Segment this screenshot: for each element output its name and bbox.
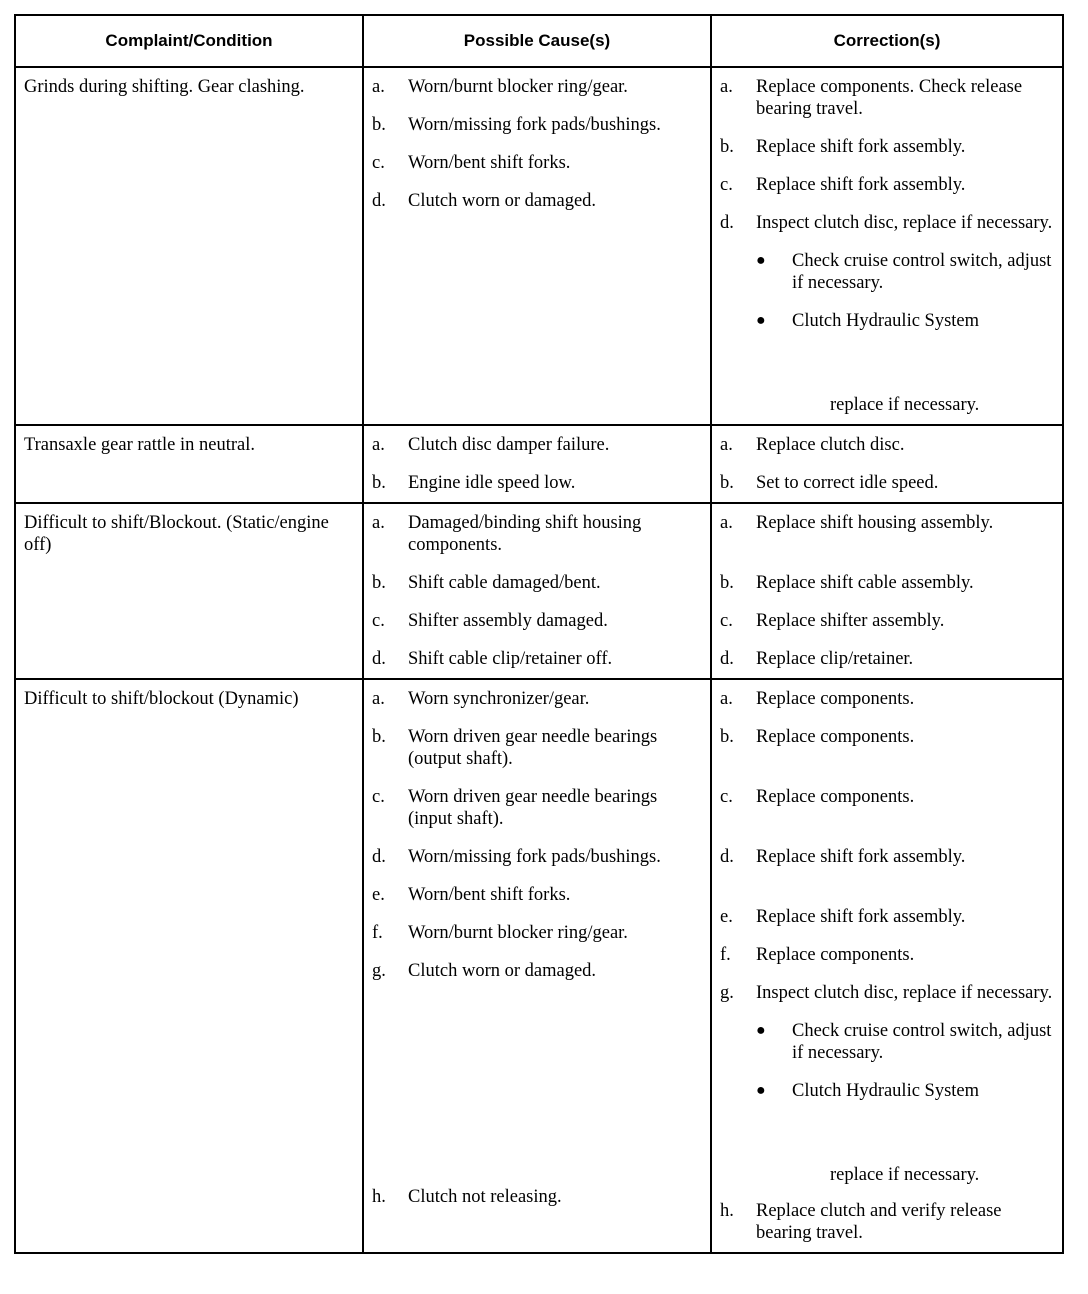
- bullet-item: ● Clutch Hydraulic System: [756, 311, 980, 331]
- correction-item: b. Replace shift cable assembly.: [720, 573, 974, 593]
- correction-item: a. Replace components. Check release bearing travel.: [720, 77, 1023, 119]
- cause-item: c. Worn/bent shift forks.: [372, 153, 571, 173]
- correction-item: b. Set to correct idle speed.: [720, 473, 939, 493]
- table-row: [15, 679, 1063, 1253]
- complaint-cell: Difficult to shift/blockout (Dynamic): [15, 679, 363, 1253]
- cause-cell: [363, 67, 711, 425]
- correction-item: a. Replace clutch disc.: [720, 435, 905, 455]
- correction-item: f. Replace components.: [720, 945, 915, 965]
- bullet-item: ● Clutch Hydraulic System: [756, 1081, 980, 1101]
- header-complaint: Complaint/Condition: [15, 15, 363, 67]
- cause-cell: [363, 425, 711, 503]
- correction-item: b. Replace shift fork assembly.: [720, 137, 966, 157]
- cause-item: h. Clutch not releasing.: [372, 1187, 562, 1207]
- correction-cell: [711, 679, 1063, 1253]
- cause-item: a. Clutch disc damper failure.: [372, 435, 610, 455]
- cause-item: b. Worn driven gear needle bearings (output shaft).: [372, 727, 658, 769]
- correction-item: h. Replace clutch and verify release bearing travel.: [720, 1201, 1002, 1243]
- header-cause: Possible Cause(s): [363, 15, 711, 67]
- table-row: [15, 503, 1063, 679]
- correction-item: d. Replace shift fork assembly.: [720, 847, 966, 867]
- correction-item: c. Replace shifter assembly.: [720, 611, 945, 631]
- correction-item: d. Inspect clutch disc, replace if necessary.: [720, 213, 1053, 233]
- document-page: [14, 14, 1062, 1254]
- trailing-note: replace if necessary.: [830, 395, 980, 415]
- header-row: [15, 15, 1063, 67]
- cause-item: b. Worn/missing fork pads/bushings.: [372, 115, 661, 135]
- complaint-cell: Transaxle gear rattle in neutral.: [15, 425, 363, 503]
- cause-cell: [363, 679, 711, 1253]
- cause-item: c. Shifter assembly damaged.: [372, 611, 608, 631]
- complaint-cell: Difficult to shift/Blockout. (Static/engine off): [15, 503, 363, 679]
- correction-item: g. Inspect clutch disc, replace if necessary.: [720, 983, 1053, 1003]
- cause-item: b. Engine idle speed low.: [372, 473, 576, 493]
- correction-cell: [711, 503, 1063, 679]
- bullet-icon: ●: [756, 1022, 766, 1039]
- correction-item: d. Replace clip/retainer.: [720, 649, 914, 669]
- table-row: [15, 425, 1063, 503]
- cause-item: d. Clutch worn or damaged.: [372, 191, 597, 211]
- cause-item: a. Worn synchronizer/gear.: [372, 689, 590, 709]
- correction-item: c. Replace shift fork assembly.: [720, 175, 966, 195]
- bullet-icon: ●: [756, 312, 766, 329]
- cause-item: e. Worn/bent shift forks.: [372, 885, 571, 905]
- cause-item: d. Shift cable clip/retainer off.: [372, 649, 613, 669]
- cause-cell: [363, 503, 711, 679]
- cause-item: a. Damaged/binding shift housing components.: [372, 513, 642, 555]
- troubleshooting-table: [14, 14, 1064, 1254]
- correction-item: b. Replace components.: [720, 727, 915, 747]
- correction-cell: [711, 425, 1063, 503]
- cause-item: a. Worn/burnt blocker ring/gear.: [372, 77, 628, 97]
- bullet-item: ● Check cruise control switch, adjust if necessary.: [756, 251, 1052, 293]
- correction-item: c. Replace components.: [720, 787, 915, 807]
- bullet-icon: ●: [756, 1082, 766, 1099]
- complaint-cell: Grinds during shifting. Gear clashing.: [15, 67, 363, 425]
- correction-item: a. Replace shift housing assembly.: [720, 513, 994, 533]
- correction-item: a. Replace components.: [720, 689, 915, 709]
- bullet-icon: ●: [756, 252, 766, 269]
- cause-item: g. Clutch worn or damaged.: [372, 961, 597, 981]
- correction-cell: [711, 67, 1063, 425]
- cause-item: b. Shift cable damaged/bent.: [372, 573, 601, 593]
- bullet-item: ● Check cruise control switch, adjust if necessary.: [756, 1021, 1052, 1063]
- table-row: [15, 67, 1063, 425]
- header-correction: Correction(s): [711, 15, 1063, 67]
- trailing-note: replace if necessary.: [830, 1165, 980, 1185]
- cause-item: f. Worn/burnt blocker ring/gear.: [372, 923, 628, 943]
- cause-item: c. Worn driven gear needle bearings (input shaft).: [372, 787, 658, 829]
- correction-item: e. Replace shift fork assembly.: [720, 907, 966, 927]
- cause-item: d. Worn/missing fork pads/bushings.: [372, 847, 661, 867]
